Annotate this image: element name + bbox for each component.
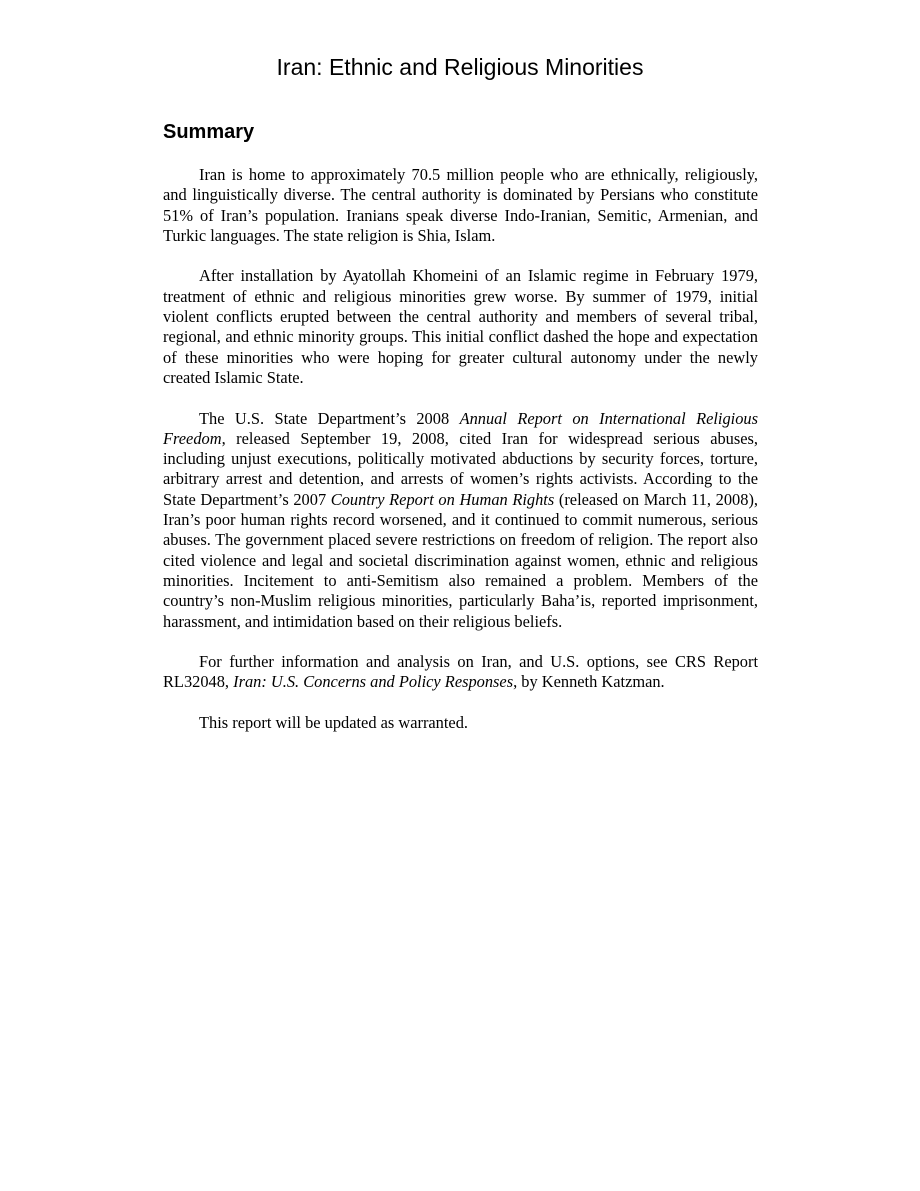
paragraph-state-department-text-b: , released September 19, 2008, cited Iran for widespread serious abuses, including unjust executions, politically motivated abductions by security forces, torture, arbitrary arrest and detention, and arrests of women’s rights activists. According to the State Department’s 2007 bbox=[163, 428, 758, 509]
summary-heading: Summary bbox=[163, 121, 255, 143]
paragraph-state-department-text-c: (released on March 11, 2008), Iran’s poor human rights record worsened, and it continued to commit numerous, serious abuses. The government placed severe restrictions on freedom of religion. The report also cited violence and legal and societal discrimination against women, ethnic and religious minorities. Incitement to anti-Semitism also remained a problem. Members of the country’s non-Muslim religious minorities, particularly Baha’is, reported imprisonment, harassment, and intimidation based on their religious beliefs. bbox=[163, 489, 758, 631]
paragraph-update-note bbox=[163, 713, 758, 733]
religious-freedom-report-title: Annual Report on International Religious Freedom bbox=[163, 408, 758, 448]
paragraph-population bbox=[163, 165, 758, 246]
paragraph-further-information-text-a: For further information and analysis on Iran, and U.S. options, see CRS Report RL32048, bbox=[163, 652, 758, 692]
paragraph-further-information bbox=[163, 652, 758, 693]
paragraph-update-note-text: This report will be updated as warranted. bbox=[199, 713, 468, 733]
paragraph-state-department bbox=[163, 409, 758, 632]
paragraph-khomeini bbox=[163, 266, 758, 388]
paragraph-khomeini-text: After installation by Ayatollah Khomeini of an Islamic regime in February 1979, treatment of ethnic and religious minorities grew worse. By summer of 1979, initial violent conflicts erupted between the central authority and members of several tribal, regional, and ethnic minority groups. This initial conflict dashed the hope and expectation of these minorities who were hoping for greater cultural autonomy under the newly created Islamic State. bbox=[163, 266, 758, 387]
summary-body bbox=[163, 165, 758, 733]
human-rights-report-title: Country Report on Human Rights bbox=[330, 489, 555, 509]
paragraph-further-information-text-b: , by Kenneth Katzman. bbox=[513, 672, 665, 692]
crs-report-title: Iran: U.S. Concerns and Policy Responses bbox=[233, 672, 514, 692]
document-title: Iran: Ethnic and Religious Minorities bbox=[276, 54, 644, 80]
paragraph-population-text: Iran is home to approximately 70.5 million people who are ethnically, religiously, and linguistically diverse. The central authority is dominated by Persians who constitute 51% of Iran’s population. Iranians speak diverse Indo-Iranian, Semitic, Armenian, and Turkic languages. The state religion is Shia, Islam. bbox=[163, 165, 758, 245]
paragraph-state-department-text-a: The U.S. State Department’s 2008 bbox=[199, 408, 460, 428]
